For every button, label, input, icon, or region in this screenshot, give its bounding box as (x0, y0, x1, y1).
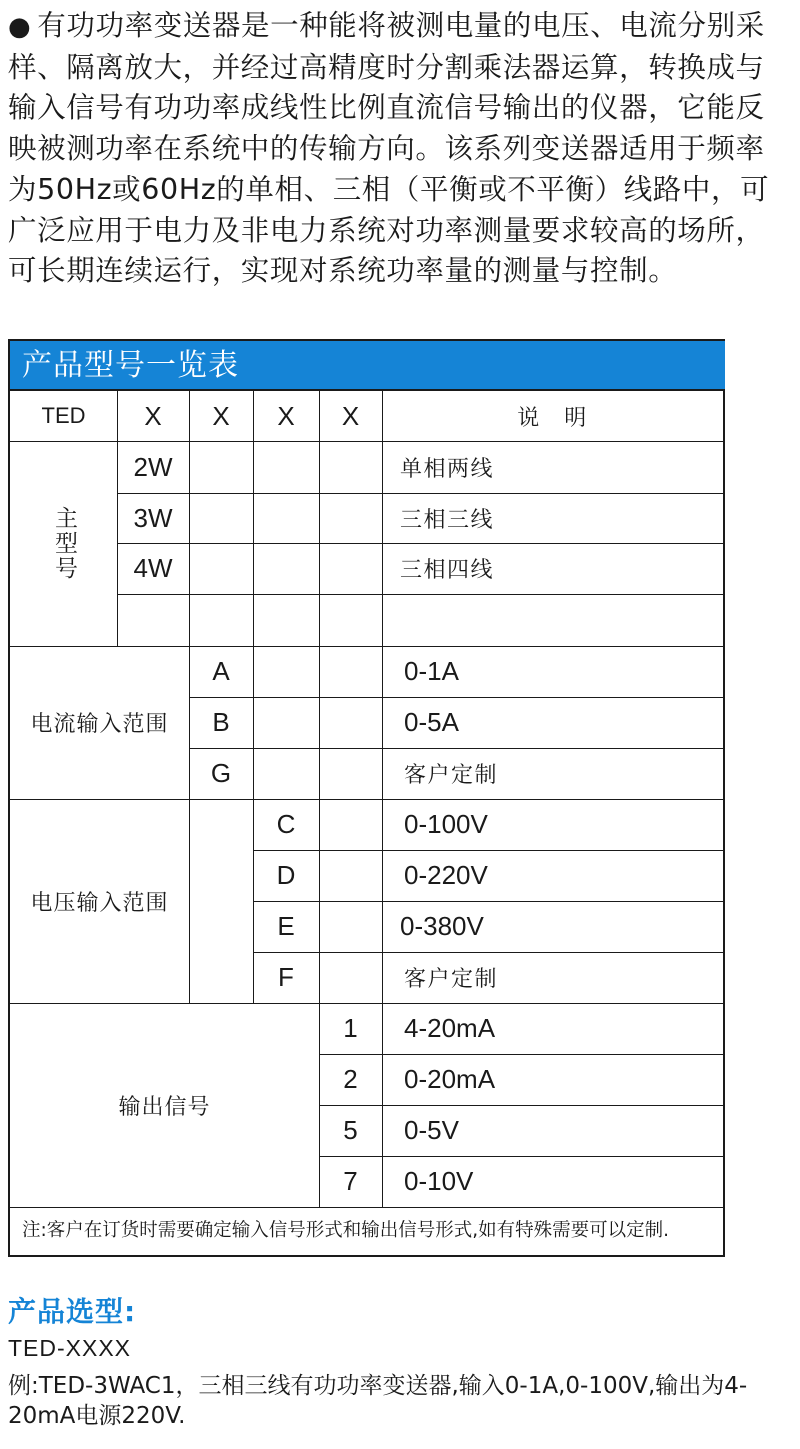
output-code: 2 (343, 1064, 358, 1094)
voltage-code: D (276, 860, 296, 890)
voltage-code: F (278, 962, 294, 992)
header-desc: 说 明 (517, 405, 588, 431)
main-model-code: 4W (133, 553, 173, 583)
current-code: G (210, 758, 232, 788)
selection-title: 产品选型: (8, 1295, 137, 1328)
main-model-desc: 单相两线 (400, 456, 495, 482)
main-model-label-text: 主型号 (51, 506, 77, 581)
current-desc: 0-5A (404, 707, 459, 737)
bullet-icon: ● (8, 12, 32, 42)
voltage-desc: 0-220V (404, 860, 488, 890)
output-desc: 0-5V (404, 1115, 459, 1145)
selection-example: 例:TED-3WAC1，三相三线有功功率变送器,输入0-1A,0-100V,输出为4-20mA电源220V. (8, 1373, 748, 1429)
main-model-code: 2W (133, 451, 173, 482)
intro-text: 有功功率变送器是一种能将被测电量的电压、电流分别采样、隔离放大，并经过高精度时分割乘法器运算，转换成与输入信号有功功率成线性比例直流信号输出的仪器，它能反映被测功率在系统中的传输方向。该系列变送器适用于频率为50Hz或60Hz的单相、三相（平衡或不平衡）线路中，可广泛应用于电力及非电力系统对功率测量要求较高的场所，可长期连续运行，实现对系统功率量的测量与控制。 (8, 9, 770, 288)
main-model-desc: 三相三线 (400, 507, 495, 533)
header-x2: X (212, 400, 230, 431)
header-model: TED (41, 403, 86, 428)
header-x3: X (277, 400, 295, 431)
current-label: 电流输入范围 (30, 712, 169, 737)
table-title: 产品型号一览表 (10, 341, 725, 391)
voltage-desc: 客户定制 (404, 967, 499, 992)
header-x1: X (144, 400, 162, 431)
header-x4: X (341, 400, 360, 431)
selection-code: TED-XXXX (8, 1335, 132, 1361)
model-table (8, 339, 725, 1257)
output-code: 5 (343, 1115, 358, 1145)
table-note: 注:客户在订货时需要确定输入信号形式和输出信号形式,如有特殊需要可以定制. (22, 1220, 669, 1241)
output-code: 7 (343, 1166, 358, 1196)
voltage-desc: 0-380V (400, 911, 484, 941)
output-desc: 4-20mA (404, 1013, 496, 1043)
current-desc: 客户定制 (404, 763, 499, 788)
output-label: 输出信号 (118, 1094, 211, 1120)
voltage-code: E (277, 911, 295, 941)
intro-paragraph (8, 6, 778, 292)
voltage-desc: 0-100V (404, 809, 488, 839)
output-desc: 0-20mA (404, 1064, 496, 1094)
voltage-code: C (276, 809, 296, 839)
main-model-code: 3W (133, 502, 173, 533)
output-desc: 0-10V (404, 1166, 474, 1196)
current-code: A (212, 656, 230, 686)
current-desc: 0-1A (404, 656, 459, 686)
rule (117, 594, 723, 595)
main-model-desc: 三相四线 (400, 558, 495, 583)
voltage-label: 电压输入范围 (30, 890, 169, 916)
current-code: B (212, 707, 230, 737)
main-model-label (10, 441, 117, 646)
output-code: 1 (343, 1013, 358, 1043)
